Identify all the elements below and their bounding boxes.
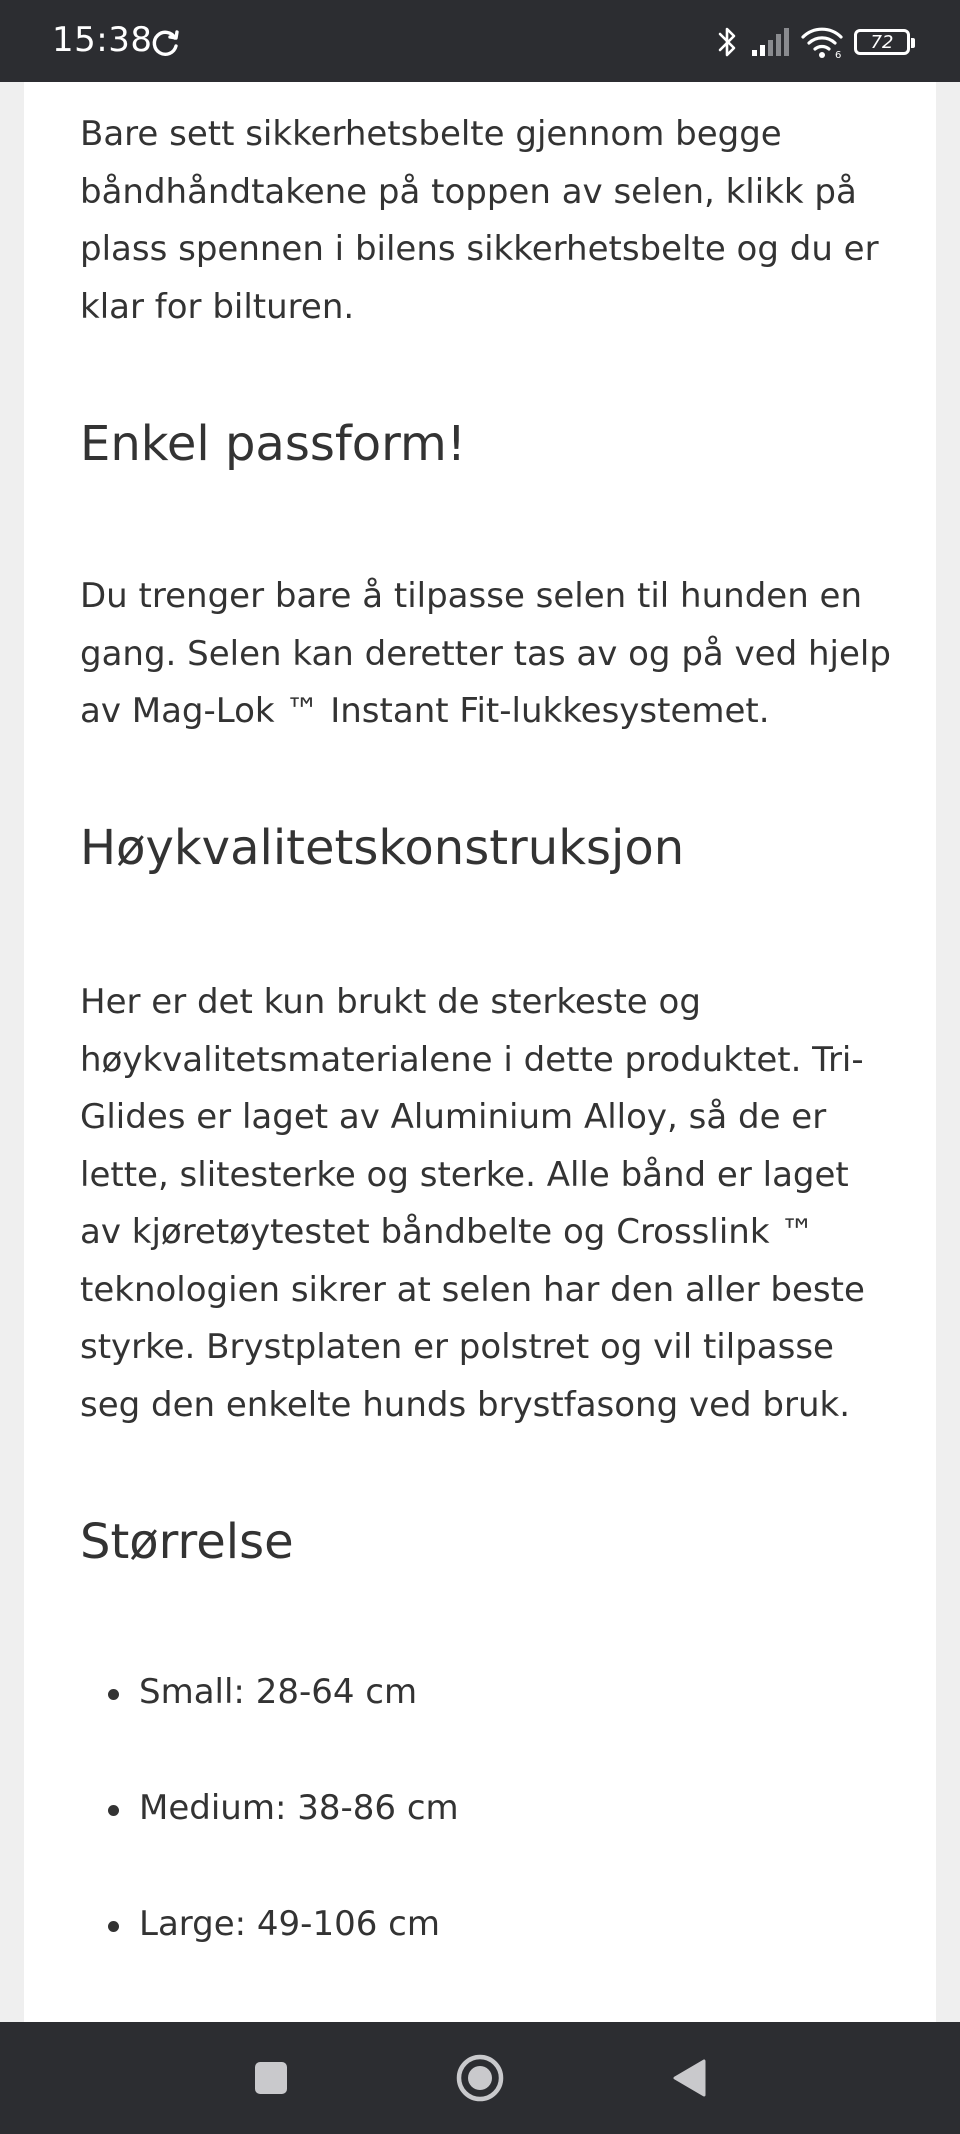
intro-paragraph: Bare sett sikkerhetsbelte gjennom begge båndhåndtakene på toppen av selen, klikk på plass spennen i bilens sikkerhetsbelte og du er klar for bilturen. [80,114,879,327]
home-button[interactable] [452,2050,508,2106]
heading-hoykvalitetskonstruksjon: Høykvalitetskonstruksjon [80,820,685,876]
battery-level: 72 [870,31,894,53]
status-time: 15:38 [52,20,153,60]
konstruksjon-paragraph: Her er det kun brukt de sterkeste og høykvalitetsmaterialene i dette produktet. Tri-Glides er laget av Aluminium Alloy, så de er lette, slitesterke og sterke. Alle bånd er laget av kjøretøytestet båndbelte og Crosslink ™ teknologien sikrer at selen har den aller beste styrke. Brystplaten er polstret og vil tilpasse seg den enkelte hunds brystfasong ved bruk. [80,982,865,1425]
signal-icon [750,26,790,58]
back-triangle-icon [670,2058,710,2098]
svg-text:6: 6 [835,50,842,59]
status-bar [0,0,960,82]
recents-button[interactable] [243,2050,299,2106]
heading-enkel-passform: Enkel passform! [80,416,467,472]
sync-icon [148,26,182,60]
back-button[interactable] [662,2050,718,2106]
home-circle-icon [455,2053,505,2103]
heading-storrelse: Størrelse [80,1514,294,1570]
battery-icon [854,29,910,55]
navigation-bar [0,2022,960,2134]
status-icons [716,22,910,62]
square-icon [254,2061,288,2095]
bluetooth-icon [716,24,740,60]
passform-paragraph: Du trenger bare å tilpasse selen til hunden en gang. Selen kan deretter tas av og på ved hjelp av Mag-Lok ™ Instant Fit-lukkesystemet. [80,576,891,731]
list-item: Large: 49-106 cm [80,1896,459,2012]
list-item: Small: 28-64 cm [80,1664,459,1780]
size-list [80,1664,459,2012]
wifi-icon [800,25,844,59]
list-item: Medium: 38-86 cm [80,1780,459,1896]
